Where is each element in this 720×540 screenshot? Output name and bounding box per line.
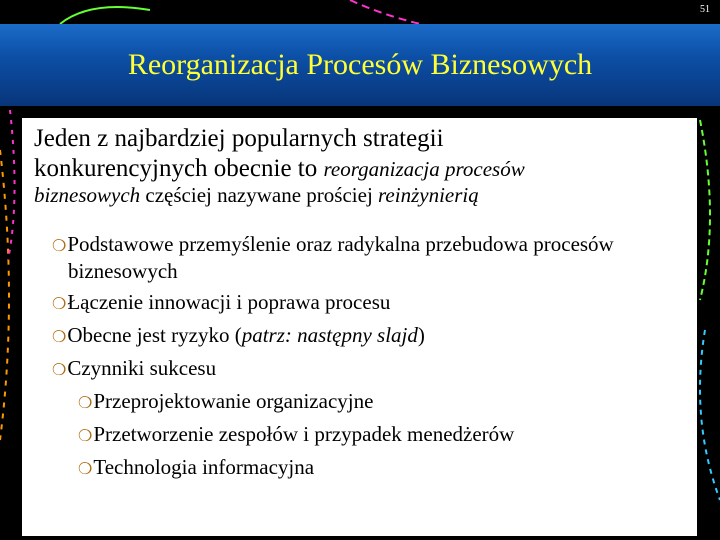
deco-curve-green-right [700, 120, 710, 300]
deco-curve-pink-left [8, 110, 15, 260]
ring-bullet-icon: ❍ [52, 362, 67, 379]
intro-line-1: Jeden z najbardziej popularnych strategii [34, 125, 444, 152]
ring-bullet-icon: ❍ [78, 428, 93, 445]
list-item: ❍Czynniki sukcesu [52, 356, 217, 380]
sub-list-item: ❍Przetworzenie zespołów i przypadek menedżerów [78, 422, 515, 446]
ring-bullet-icon: ❍ [78, 395, 93, 412]
ring-bullet-icon: ❍ [52, 296, 67, 313]
slide-title: Reorganizacja Procesów Biznesowych [127, 48, 593, 81]
slide-number: 51 [700, 4, 710, 15]
list-item: ❍Łączenie innowacji i poprawa procesu [52, 290, 391, 314]
bullet-list [52, 230, 697, 485]
list-item: ❍Podstawowe przemyślenie oraz radykalna przebudowa procesów biznesowych [52, 232, 614, 283]
deco-curve-green-top [60, 7, 150, 24]
list-item: ❍Obecne jest ryzyko (patrz: następny slajd) [52, 323, 425, 347]
ring-bullet-icon: ❍ [78, 461, 93, 478]
intro-line-3: biznesowych częściej nazywane prościej reinżynierią [34, 183, 479, 207]
deco-curve-orange-left [0, 150, 9, 440]
intro-line-2: konkurencyjnych obecnie to reorganizacja procesów [34, 154, 525, 182]
ring-bullet-icon: ❍ [52, 238, 67, 255]
deco-curve-blue-right [700, 330, 720, 500]
intro-paragraph [34, 124, 694, 208]
sub-list-item: ❍Przeprojektowanie organizacyjne [78, 389, 374, 413]
sub-list-item: ❍Technologia informacyjna [78, 455, 315, 479]
ring-bullet-icon: ❍ [52, 329, 67, 346]
